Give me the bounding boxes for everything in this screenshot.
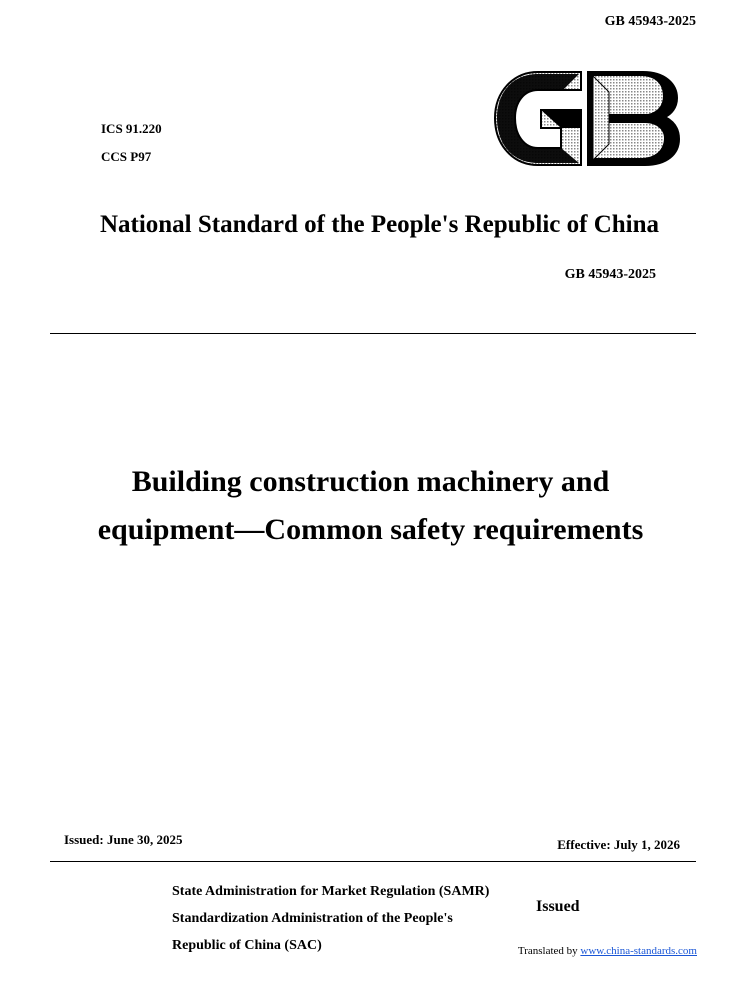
footer-divider [50, 861, 696, 862]
translated-by-label: Translated by [517, 945, 581, 957]
issued-label: Issued [536, 898, 580, 915]
gb-logo-icon [493, 70, 681, 167]
title-line-2: equipment—Common safety requirements [97, 513, 644, 546]
agency-sac-line2: Republic of China (SAC) [172, 938, 322, 953]
agency-sac-line1: Standardization Administration of the People's [172, 911, 453, 926]
ics-code: ICS 91.220 [101, 121, 162, 136]
ccs-code: CCS P97 [101, 149, 152, 164]
translation-credit [518, 945, 697, 957]
standard-number-top: GB 45943-2025 [604, 14, 696, 29]
document-title [0, 458, 741, 554]
standard-number-mid: GB 45943-2025 [564, 267, 656, 282]
title-line-1: Building construction machinery and [131, 465, 610, 498]
header-divider [50, 333, 696, 334]
effective-date: Effective: July 1, 2026 [557, 837, 680, 852]
national-standard-title: National Standard of the People's Republic of China [99, 211, 660, 238]
translator-link[interactable]: www.china-standards.com [580, 945, 697, 957]
agency-samr: State Administration for Market Regulation (SAMR) [172, 884, 490, 899]
issued-date: Issued: June 30, 2025 [64, 832, 183, 847]
